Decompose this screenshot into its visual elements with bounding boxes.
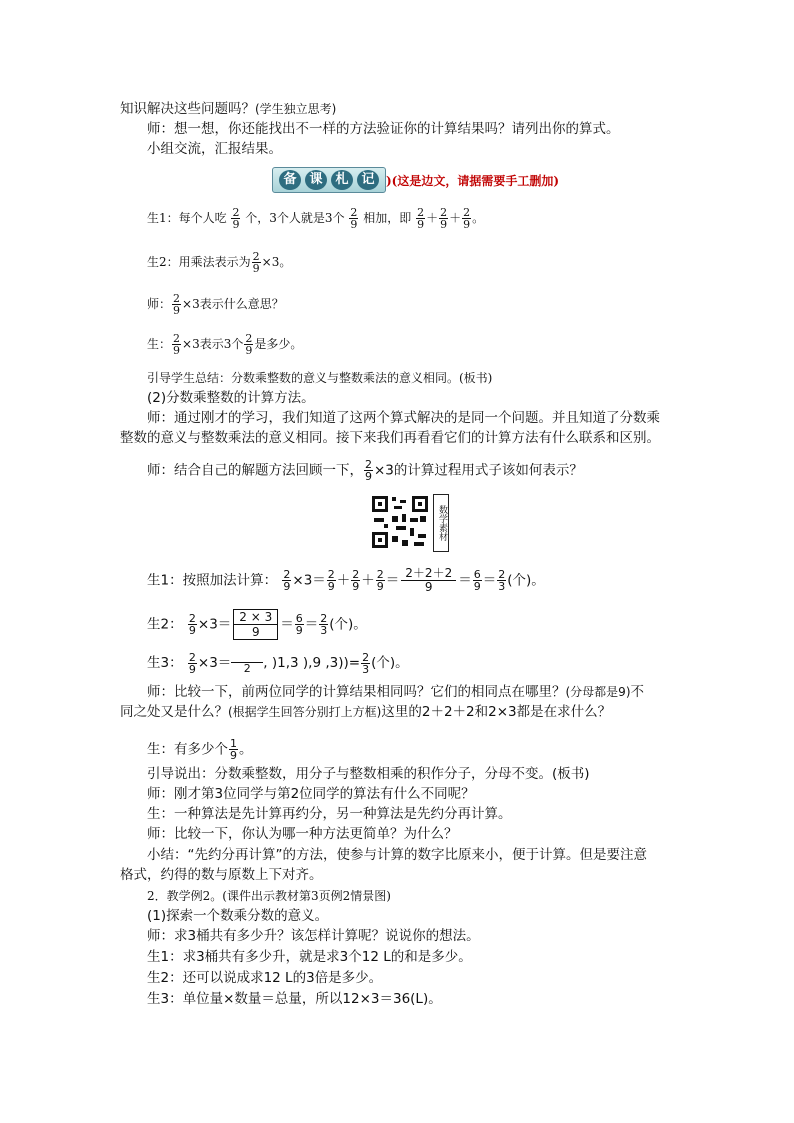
summary-line-1: 小结：“先约分再计算”的方法，使参与计算的数字比原来小，便于计算。但是要注意 — [147, 847, 647, 863]
fraction: $\frac{2}{9}$ — [365, 458, 372, 483]
fraction: $\frac{1}{9}$ — [230, 737, 237, 762]
beike-zhaji-banner — [272, 167, 386, 193]
student-1-line: 生1：每个人吃 $\frac{2}{9}$ 个，3个人就是3个 $\frac{2}{9}$ 相加，即 $\frac{2}{9}$ ＋ $\frac{2}{9}$ ＋ $\frac{2}{9}$ 。 — [147, 206, 485, 231]
boxed-fraction: $\frac{2 \times 3}{9}$ — [233, 609, 278, 640]
fraction: $\frac{2}{9}$ — [417, 206, 425, 231]
line-2: 师：想一想，你还能找出不一样的方法验证你的计算结果吗？请列出你的算式。 — [147, 121, 620, 137]
qr-label: 数学素材 — [433, 494, 449, 552]
fraction: $\frac{2}{3}$ — [498, 568, 506, 593]
line-1 — [120, 100, 336, 118]
fraction: $\frac{2}{9}$ — [376, 568, 384, 593]
banner-note: )(这是边文，请据需要手工删加) — [386, 174, 560, 188]
fraction: $\frac{2}{9}$ — [245, 332, 253, 357]
calc-student-1: 生1：按照加法计算： $\frac{2}{9}$ ×3＝ $\frac{2}{9}$ ＋ $\frac{2}{9}$ ＋ $\frac{2}{9}$ ＝ $\frac{2+2+2}{9}$ ＝ $\frac{6}{9}$ ＝ $\frac{2}{3}$ (个)。 — [147, 566, 545, 594]
fraction: $\frac{2}{9}$ — [188, 650, 196, 676]
guide-summary-2: 引导说出：分数乘整数，用分子与整数相乘的积作分子，分母不变。(板书) — [147, 766, 590, 782]
sum-fraction: $\frac{2+2+2}{9}$ — [401, 567, 456, 594]
teacher-q-2: 师：比较一下，你认为哪一种方法更简单？为什么？ — [147, 826, 458, 842]
student-a-1: 生：一种算法是先计算再约分，另一种算法是先约分再计算。 — [147, 806, 512, 822]
student-b-2: 生2：还可以说成求12 L的3倍是多少。 — [147, 970, 383, 986]
fraction: $\frac{2}{9}$ — [252, 250, 260, 275]
fraction: $\frac{2}{9}$ — [327, 568, 335, 593]
fraction: $\frac{2}{9}$ — [463, 206, 471, 231]
teacher-line-2: 整数的意义与整数乘法的意义相同。接下来我们再看看它们的计算方法有什么联系和区别。 — [120, 430, 660, 446]
section-2-heading: (2)分数乘整数的计算方法。 — [147, 390, 315, 406]
calc-student-3: 生3： $\frac{2}{9}$ ×3＝ 2 , )1,3 ),9 ,3))= $\frac{2}{3}$ (个)。 — [147, 650, 409, 676]
teacher-q-1: 师：刚才第3位同学与第2位同学的算法有什么不同呢？ — [147, 786, 475, 802]
compare-line-2: 同之处又是什么？(根据学生回答分别打上方框)这里的2＋2＋2和2×3都是在求什么？ — [120, 704, 612, 720]
calc-student-2: 生2： $\frac{2}{9}$ ×3＝ $\frac{2 \times 3}{9}$ ＝ $\frac{6}{9}$ ＝ $\frac{2}{3}$ (个)。 — [147, 610, 367, 639]
fraction: $\frac{2}{3}$ — [320, 612, 328, 637]
answer-line: 生：有多少个 $\frac{1}{9}$ 。 — [147, 737, 253, 762]
banner-char: 札 — [331, 170, 353, 190]
example-2-heading: 2．教学例2。(课件出示教材第3页例2情景图) — [147, 889, 391, 903]
banner-char: 备 — [279, 170, 301, 190]
blank-fraction: 2 — [231, 651, 263, 675]
guide-summary-1: 引导学生总结：分数乘整数的意义与整数乘法的意义相同。(板书) — [147, 371, 493, 385]
fraction: $\frac{6}{9}$ — [295, 612, 303, 637]
line-3: 小组交流，汇报结果。 — [147, 141, 282, 157]
compare-line-1: 师：比较一下，前两位同学的计算结果相同吗？它们的相同点在哪里？(分母都是9)不 — [147, 684, 644, 700]
text: 知识解决这些问题吗？ — [120, 101, 255, 117]
teacher-line-1: 师：通过刚才的学习，我们知道了这两个算式解决的是同一个问题。并且知道了分数乘 — [147, 410, 660, 426]
student-2-line: 生2：用乘法表示为 $\frac{2}{9}$ ×3。 — [147, 250, 292, 275]
example-2-sub: (1)探索一个数乘分数的意义。 — [147, 908, 329, 924]
banner-char: 记 — [357, 170, 379, 190]
student-answer-line: 生： $\frac{2}{9}$ ×3表示3个 $\frac{2}{9}$ 是多少。 — [147, 332, 303, 357]
fraction: $\frac{2}{9}$ — [173, 332, 181, 357]
banner-char: 课 — [305, 170, 327, 190]
fraction: $\frac{2}{9}$ — [350, 206, 358, 231]
fraction: $\frac{2}{9}$ — [352, 568, 360, 593]
fraction: $\frac{6}{9}$ — [473, 568, 481, 593]
fraction: $\frac{2}{9}$ — [283, 568, 291, 593]
fraction: $\frac{2}{9}$ — [440, 206, 448, 231]
teacher-q-3: 师：求3桶共有多少升？该怎样计算呢？说说你的想法。 — [147, 928, 480, 944]
teacher-question-line: 师： $\frac{2}{9}$ ×3表示什么意思？ — [147, 292, 284, 317]
qr-code-icon — [370, 494, 430, 550]
note: (学生独立思考) — [255, 102, 337, 116]
fraction: $\frac{2}{9}$ — [173, 292, 181, 317]
fraction: $\frac{2}{9}$ — [232, 206, 240, 231]
fraction: $\frac{2}{3}$ — [362, 650, 370, 676]
student-b-3: 生3：单位量×数量＝总量，所以12×3＝36(L)。 — [147, 991, 442, 1007]
fraction: $\frac{2}{9}$ — [188, 612, 196, 637]
summary-line-2: 格式，约得的数与原数上下对齐。 — [120, 867, 323, 883]
teacher-line-3: 师：结合自己的解题方法回顾一下， $\frac{2}{9}$ ×3的计算过程用式子该如何表示？ — [147, 458, 583, 483]
student-b-1: 生1：求3桶共有多少升，就是求3个12 L的和是多少。 — [147, 949, 472, 965]
